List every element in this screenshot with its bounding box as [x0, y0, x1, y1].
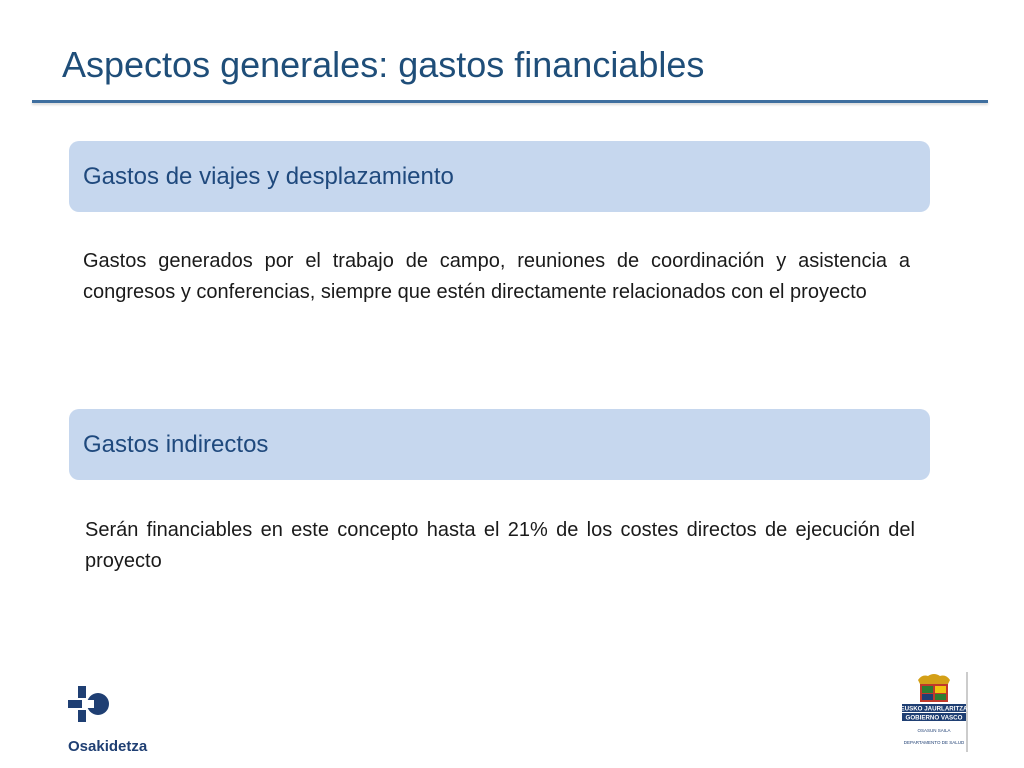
- gv-line-4: DEPARTAMENTO DE SALUD: [903, 740, 965, 745]
- section-header-travel: Gastos de viajes y desplazamiento: [69, 141, 930, 212]
- gv-line-2: GOBIERNO VASCO: [905, 714, 963, 722]
- gv-line-1: EUSKO JAURLARITZA: [900, 705, 968, 713]
- section-body-travel: Gastos generados por el trabajo de campo, reuniones de coordinación y asistencia a congresos y conferencias, siempre que estén directamente relacionados con el proyecto: [83, 250, 910, 303]
- slide-title: Aspectos generales: gastos financiables: [62, 44, 705, 85]
- osakidetza-logo-label: Osakidetza: [68, 738, 148, 755]
- section-header-indirect: Gastos indirectos: [69, 409, 930, 480]
- section-body-indirect: Serán financiables en este concepto hasta el 21% de los costes directos de ejecución del proyecto: [85, 519, 915, 572]
- title-divider: [32, 100, 988, 103]
- gv-line-3: OSASUN SAILA: [917, 728, 951, 733]
- gobierno-vasco-logo-icon: [898, 672, 974, 752]
